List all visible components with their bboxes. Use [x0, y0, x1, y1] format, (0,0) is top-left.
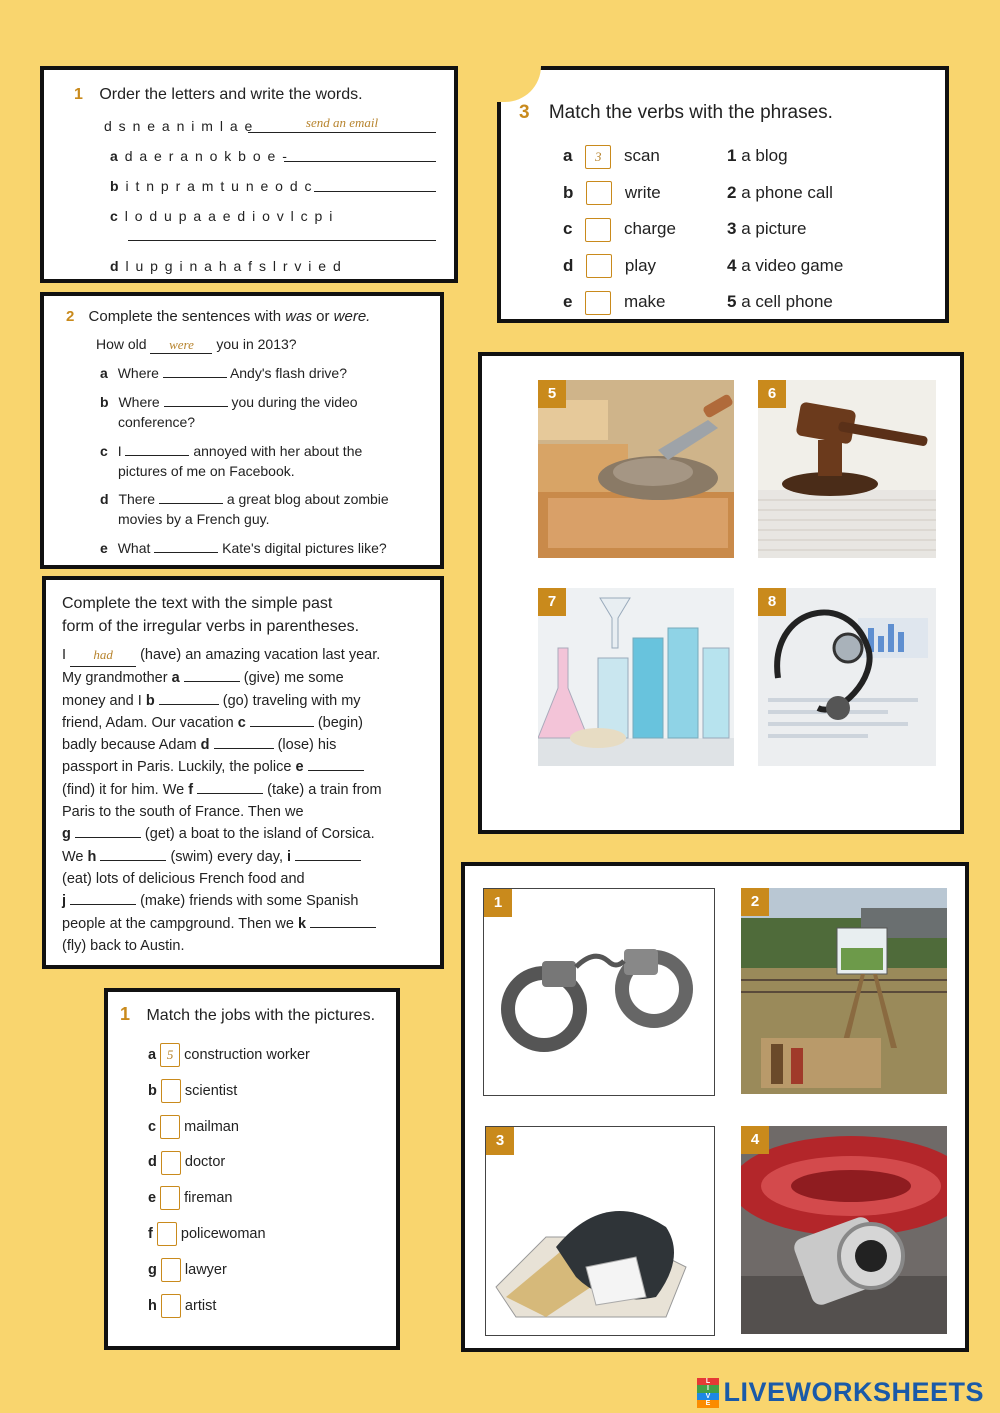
- exercise-number: 2: [66, 308, 75, 325]
- answer-gap-g[interactable]: [75, 837, 141, 838]
- verb-text: play: [624, 255, 657, 275]
- picture-number: 3: [486, 1127, 514, 1155]
- list-item: [100, 540, 387, 556]
- phrase-text: a picture: [741, 219, 807, 239]
- example-answer-line: [248, 114, 436, 133]
- list-item: [563, 211, 676, 248]
- list-item: [148, 1217, 310, 1253]
- answer-gap-d[interactable]: [159, 503, 223, 504]
- answer-gap-c[interactable]: [125, 455, 189, 456]
- scrambled-letters: l o d u p a a e d i o v l c p i: [124, 208, 334, 224]
- title-word-was: was: [285, 308, 312, 325]
- phrase-number: 1: [727, 146, 737, 165]
- scrambled-letters: l u p g i n a h a f s l r v i e d: [125, 258, 343, 274]
- title-text: Complete the sentences with: [88, 308, 286, 325]
- brand-icon: [697, 1378, 719, 1408]
- passage-line: [62, 734, 382, 756]
- passage: [62, 644, 382, 957]
- exercise-title: [519, 102, 833, 124]
- list-item: [110, 148, 288, 164]
- exercise-number: 1: [120, 1004, 131, 1024]
- item-letter: h: [148, 1297, 157, 1314]
- exercise-number: 1: [74, 86, 83, 103]
- exercise-instruction: Order the letters and write the words.: [99, 86, 363, 103]
- passage-text: My grandmother: [62, 670, 168, 687]
- title-text-mid: or: [311, 308, 334, 325]
- item-letter: c: [148, 1118, 157, 1135]
- picture-number: 8: [758, 588, 786, 616]
- passage-text: (take) a train from: [267, 781, 382, 798]
- list-item: [110, 178, 313, 194]
- passage-text: (begin): [317, 714, 363, 731]
- item-letter: c: [110, 208, 120, 224]
- picture-number: 4: [741, 1126, 769, 1154]
- verb-text: charge: [623, 219, 676, 239]
- answer-line-b[interactable]: [314, 191, 436, 192]
- phrase-number: 5: [727, 292, 737, 312]
- list-item: [148, 1181, 310, 1217]
- list-item: [148, 1074, 310, 1110]
- answer-box-e[interactable]: [585, 291, 611, 315]
- answer-box-a[interactable]: 3: [585, 145, 611, 169]
- item-letter: b: [148, 1082, 157, 1099]
- exercise-title: [74, 86, 363, 104]
- passage-text: money and I: [62, 692, 142, 709]
- scrambled-letters: d a e r a n o k b o e -: [124, 148, 289, 164]
- sentence-text: you during the video: [231, 394, 358, 410]
- exercise-was-were: [40, 292, 444, 569]
- gap-letter: i: [287, 848, 292, 865]
- sentence-text: you in 2013?: [216, 336, 297, 352]
- phrase-text: a video game: [741, 255, 844, 275]
- phrase-list: [727, 138, 843, 321]
- picture-lab-glassware: [538, 588, 734, 766]
- answer-gap-i[interactable]: [295, 860, 361, 861]
- passage-line: [62, 935, 382, 957]
- item-letter: a: [110, 148, 120, 164]
- verb-text: make: [623, 292, 666, 312]
- answer-box-f[interactable]: [157, 1222, 177, 1246]
- list-item: [563, 284, 676, 321]
- answer-gap-j[interactable]: [70, 904, 136, 905]
- item-letter: b: [110, 178, 121, 194]
- answer-gap-f[interactable]: [197, 793, 263, 794]
- exercise-instruction: Match the verbs with the phrases.: [548, 102, 833, 123]
- passage-text: (lose) his: [277, 737, 337, 754]
- passage-text: I: [62, 647, 67, 663]
- passage-text: (make) friends with some Spanish: [140, 893, 359, 910]
- handcuffs-illustration: [484, 889, 714, 1095]
- brand-icon-cell: I: [697, 1385, 719, 1393]
- passage-line: [62, 801, 382, 823]
- passage-text: (give) me some: [243, 670, 344, 687]
- list-item: [110, 208, 334, 224]
- passage-text: passport in Paris. Luckily, the police: [62, 759, 292, 776]
- gap-letter: k: [297, 915, 307, 932]
- passage-text: We: [62, 848, 84, 865]
- item-letter: c: [563, 219, 573, 239]
- picture-number: 1: [484, 889, 512, 917]
- example-gap: [150, 336, 212, 354]
- picture-painting-easel: [741, 888, 947, 1094]
- verb-list: [563, 138, 676, 321]
- picture-number: 5: [538, 380, 566, 408]
- answer-gap-a[interactable]: [184, 681, 240, 682]
- answer-gap-k[interactable]: [310, 927, 376, 928]
- answer-gap-e[interactable]: [154, 552, 218, 553]
- picture-fire-hose: [741, 1126, 947, 1334]
- exercise-match-jobs: [104, 988, 400, 1350]
- phrase-text: a blog: [741, 146, 788, 165]
- answer-box-e[interactable]: [160, 1186, 180, 1210]
- brand-logo[interactable]: [697, 1377, 984, 1409]
- list-item: [148, 1145, 310, 1181]
- job-text: doctor: [184, 1154, 226, 1171]
- picture-number: 6: [758, 380, 786, 408]
- passage-line: [62, 868, 382, 890]
- answer-box-g[interactable]: [161, 1258, 181, 1282]
- sentence-continuation: movies by a French guy.: [118, 511, 270, 527]
- answer-line-a[interactable]: [284, 161, 436, 162]
- passage-line: [62, 779, 382, 801]
- phrase-number: 4: [727, 255, 737, 275]
- list-item: [100, 443, 362, 459]
- picture-handcuffs: [483, 888, 715, 1096]
- item-letter: b: [100, 394, 109, 410]
- gap-letter: h: [87, 848, 97, 865]
- passage-text: badly because Adam: [62, 737, 197, 754]
- answer-box-a[interactable]: 5: [160, 1043, 180, 1067]
- sentence-text: a great blog about zombie: [226, 491, 389, 507]
- brand-name: LIVEWORKSHEETS: [723, 1377, 984, 1407]
- picture-mail-bag: [485, 1126, 715, 1336]
- list-item: [100, 365, 347, 381]
- sentence-continuation: conference?: [118, 414, 196, 430]
- title-line: form of the irregular verbs in parentheses.: [62, 618, 360, 635]
- answer-box-b[interactable]: [586, 181, 612, 205]
- phrase-number: 3: [727, 219, 737, 239]
- title-word-were: were.: [333, 308, 371, 325]
- gap-letter: b: [145, 692, 155, 709]
- example-answer: had: [93, 647, 113, 662]
- sentence-text: I: [117, 443, 122, 459]
- brand-icon-cell: L: [697, 1378, 719, 1386]
- list-item: [563, 138, 676, 175]
- corner-tab: [497, 66, 541, 102]
- item-letter: a: [563, 146, 573, 165]
- bricks-illustration: [538, 380, 734, 558]
- scrambled-letters: d s n e a n i m l a e: [104, 118, 254, 134]
- sentence-text: How old: [96, 336, 147, 352]
- list-item: [727, 211, 843, 248]
- sentence-text: There: [118, 491, 156, 507]
- phrase-text: a cell phone: [741, 292, 833, 312]
- verb-text: scan: [623, 146, 660, 165]
- phrase-number: 2: [727, 182, 737, 202]
- item-letter: e: [100, 540, 108, 556]
- list-item: [148, 1253, 310, 1289]
- fire-hose-illustration: [741, 1126, 947, 1334]
- job-text: lawyer: [184, 1261, 227, 1278]
- list-item: [148, 1038, 310, 1074]
- answer-gap-e[interactable]: [308, 770, 364, 771]
- brand-icon-cell: V: [697, 1393, 719, 1401]
- item-letter: d: [100, 491, 109, 507]
- picture-number: 7: [538, 588, 566, 616]
- answer-gap-a[interactable]: [163, 377, 227, 378]
- item-letter: d: [110, 258, 121, 274]
- gap-letter: d: [200, 737, 210, 754]
- gap-letter: a: [171, 670, 180, 687]
- exercise-instruction: Match the jobs with the pictures.: [146, 1007, 376, 1024]
- answer-box-d[interactable]: [586, 254, 612, 278]
- phrase-text: a phone call: [741, 182, 833, 202]
- gap-letter: c: [237, 714, 246, 731]
- passage-line: [62, 712, 382, 734]
- list-item: [727, 175, 843, 212]
- exercise-order-letters: [40, 66, 458, 283]
- sentence-text: Andy's flash drive?: [229, 365, 348, 381]
- answer-box-b[interactable]: [161, 1079, 181, 1103]
- title-line: Complete the text with the simple past: [62, 595, 333, 612]
- answer-box-c[interactable]: [585, 218, 611, 242]
- sentence-text: Where: [117, 365, 159, 381]
- answer-gap-d[interactable]: [214, 748, 274, 749]
- passage-text: (get) a boat to the island of Corsica.: [144, 826, 375, 843]
- list-item: [563, 248, 676, 285]
- job-text: scientist: [184, 1082, 238, 1099]
- sentence-text: annoyed with her about the: [193, 443, 363, 459]
- exercise-title: [120, 1004, 375, 1025]
- passage-line: [62, 846, 382, 868]
- list-item: [110, 258, 342, 274]
- passage-text: (fly) back to Austin.: [62, 937, 185, 954]
- verb-text: write: [624, 182, 661, 202]
- example-row: [104, 118, 254, 134]
- passage-text: (eat) lots of delicious French food and: [62, 870, 305, 887]
- brand-icon-cell: E: [697, 1400, 719, 1408]
- gap-letter: j: [62, 893, 67, 910]
- passage-line: [62, 913, 382, 935]
- list-item: [148, 1289, 310, 1325]
- easel-illustration: [741, 888, 947, 1094]
- item-letter: a: [100, 365, 108, 381]
- example-answer: send an email: [305, 115, 379, 130]
- item-letter: b: [563, 182, 574, 202]
- exercise-simple-past-text: [42, 576, 444, 969]
- passage-text: people at the campground. Then we: [62, 915, 294, 932]
- sentence-text: Kate's digital pictures like?: [222, 540, 387, 556]
- sentence-continuation: pictures of me on Facebook.: [118, 463, 295, 479]
- passage-line: [62, 890, 382, 912]
- picture-number: 2: [741, 888, 769, 916]
- example-gap: [70, 644, 136, 667]
- example-sentence: [96, 336, 297, 354]
- item-letter: g: [148, 1261, 157, 1278]
- picture-bricks-trowel: [538, 380, 734, 558]
- passage-line: [62, 823, 382, 845]
- item-letter: e: [148, 1190, 157, 1207]
- passage-text: (swim) every day,: [170, 848, 283, 865]
- example-answer: were: [169, 337, 194, 352]
- exercise-number: 3: [519, 102, 530, 123]
- answer-box-d[interactable]: [161, 1151, 181, 1175]
- gap-letter: g: [62, 826, 71, 843]
- scrambled-letters: i t n p r a m t u n e o d c: [125, 178, 314, 194]
- list-item: [148, 1110, 310, 1146]
- passage-text: (have) an amazing vacation last year.: [140, 647, 381, 663]
- job-text: construction worker: [184, 1047, 310, 1063]
- list-item: [100, 491, 389, 507]
- exercise-title: [62, 592, 359, 638]
- list-item: [100, 394, 358, 410]
- list-item: [727, 248, 843, 285]
- picture-panel-lower: [461, 862, 969, 1352]
- answer-line-c[interactable]: [128, 240, 436, 241]
- answer-box-h[interactable]: [161, 1294, 181, 1318]
- item-letter: c: [100, 443, 108, 459]
- gap-letter: f: [188, 781, 194, 798]
- job-text: policewoman: [180, 1225, 266, 1242]
- picture-panel-upper: [478, 352, 964, 834]
- item-letter: d: [563, 255, 574, 275]
- job-list: [148, 1038, 310, 1324]
- picture-stethoscope: [758, 588, 936, 766]
- passage-line: [62, 756, 382, 778]
- answer-gap-b[interactable]: [159, 704, 219, 705]
- passage-text: friend, Adam. Our vacation: [62, 714, 234, 731]
- item-letter: d: [148, 1154, 157, 1171]
- item-letter: f: [148, 1225, 153, 1242]
- answer-box-c[interactable]: [160, 1115, 180, 1139]
- lab-illustration: [538, 588, 734, 766]
- passage-line: [62, 667, 382, 689]
- passage-line: [62, 690, 382, 712]
- passage-text: (find) it for him. We: [62, 781, 185, 798]
- list-item: [727, 138, 843, 175]
- item-letter: a: [148, 1047, 157, 1063]
- item-letter: e: [563, 292, 573, 312]
- passage-line: [62, 644, 382, 667]
- exercise-match-verbs: [497, 66, 949, 323]
- answer-gap-b[interactable]: [164, 406, 228, 407]
- job-text: fireman: [184, 1190, 233, 1207]
- sentence-text: What: [117, 540, 151, 556]
- job-text: artist: [184, 1297, 217, 1314]
- answer-gap-c[interactable]: [250, 726, 314, 727]
- job-text: mailman: [184, 1118, 239, 1135]
- list-item: [727, 284, 843, 321]
- gap-letter: e: [295, 759, 304, 776]
- mail-bag-illustration: [486, 1127, 714, 1335]
- sentence-text: Where: [118, 394, 160, 410]
- picture-gavel: [758, 380, 936, 558]
- passage-text: Paris to the south of France. Then we: [62, 804, 304, 821]
- exercise-title: [66, 308, 370, 325]
- list-item: [563, 175, 676, 212]
- passage-text: (go) traveling with my: [222, 692, 361, 709]
- answer-gap-h[interactable]: [100, 860, 166, 861]
